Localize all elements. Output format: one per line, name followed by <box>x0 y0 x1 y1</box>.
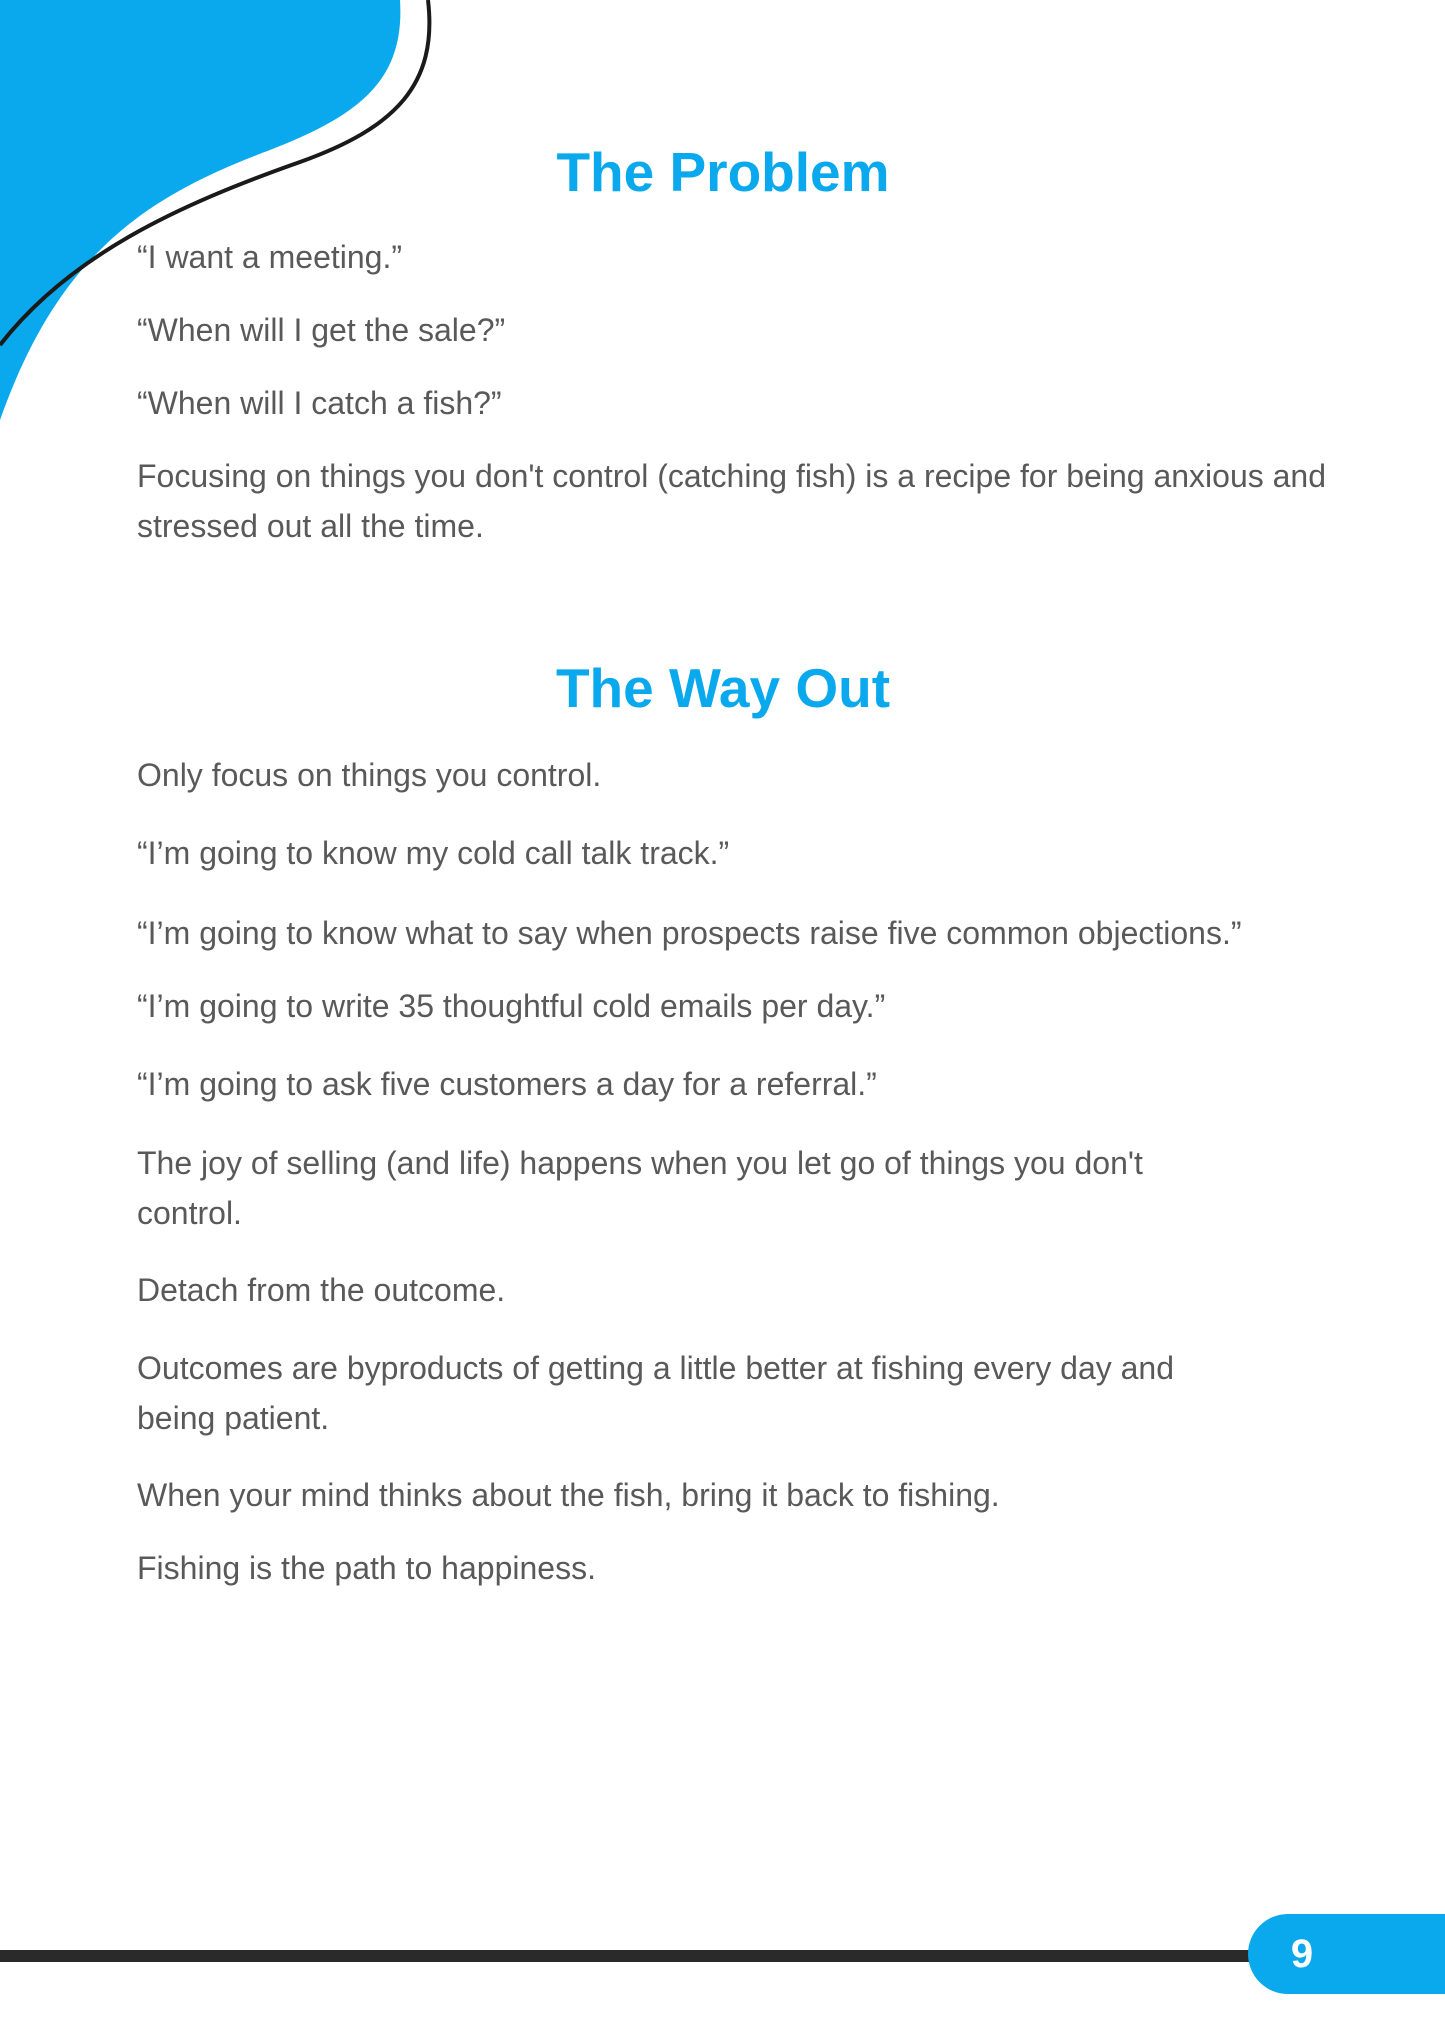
way-out-paragraph-6: The joy of selling (and life) happens when you let go of things you don't control. <box>137 1145 1143 1231</box>
problem-paragraph-2: “When will I get the sale?” <box>137 312 506 348</box>
page-number: 9 <box>1290 1932 1314 1976</box>
way-out-paragraph-1: Only focus on things you control. <box>137 757 602 793</box>
way-out-paragraph-9: When your mind thinks about the fish, bring it back to fishing. <box>137 1477 1000 1513</box>
heading-the-way-out: The Way Out <box>555 657 891 719</box>
way-out-paragraph-2: “I’m going to know my cold call talk track.” <box>137 835 730 871</box>
way-out-paragraph-5: “I’m going to ask five customers a day for a referral.” <box>137 1066 877 1102</box>
footer-rule <box>0 1950 1290 1962</box>
corner-wave-decoration <box>0 0 440 430</box>
way-out-paragraph-10: Fishing is the path to happiness. <box>137 1550 596 1586</box>
problem-paragraph-1: “I want a meeting.” <box>137 239 402 275</box>
way-out-paragraph-3: “I’m going to know what to say when prospects raise five common objections.” <box>137 915 1242 951</box>
way-out-paragraph-4: “I’m going to write 35 thoughtful cold emails per day.” <box>137 988 886 1024</box>
heading-the-problem: The Problem <box>556 141 890 203</box>
problem-paragraph-3: “When will I catch a fish?” <box>137 385 502 421</box>
problem-paragraph-4: Focusing on things you don't control (catching fish) is a recipe for being anxious and stressed out all the time. <box>137 458 1327 544</box>
way-out-paragraph-7: Detach from the outcome. <box>137 1272 506 1308</box>
corner-wave-fill <box>0 0 400 420</box>
way-out-paragraph-8: Outcomes are byproducts of getting a little better at fishing every day and being patient. <box>137 1350 1175 1436</box>
